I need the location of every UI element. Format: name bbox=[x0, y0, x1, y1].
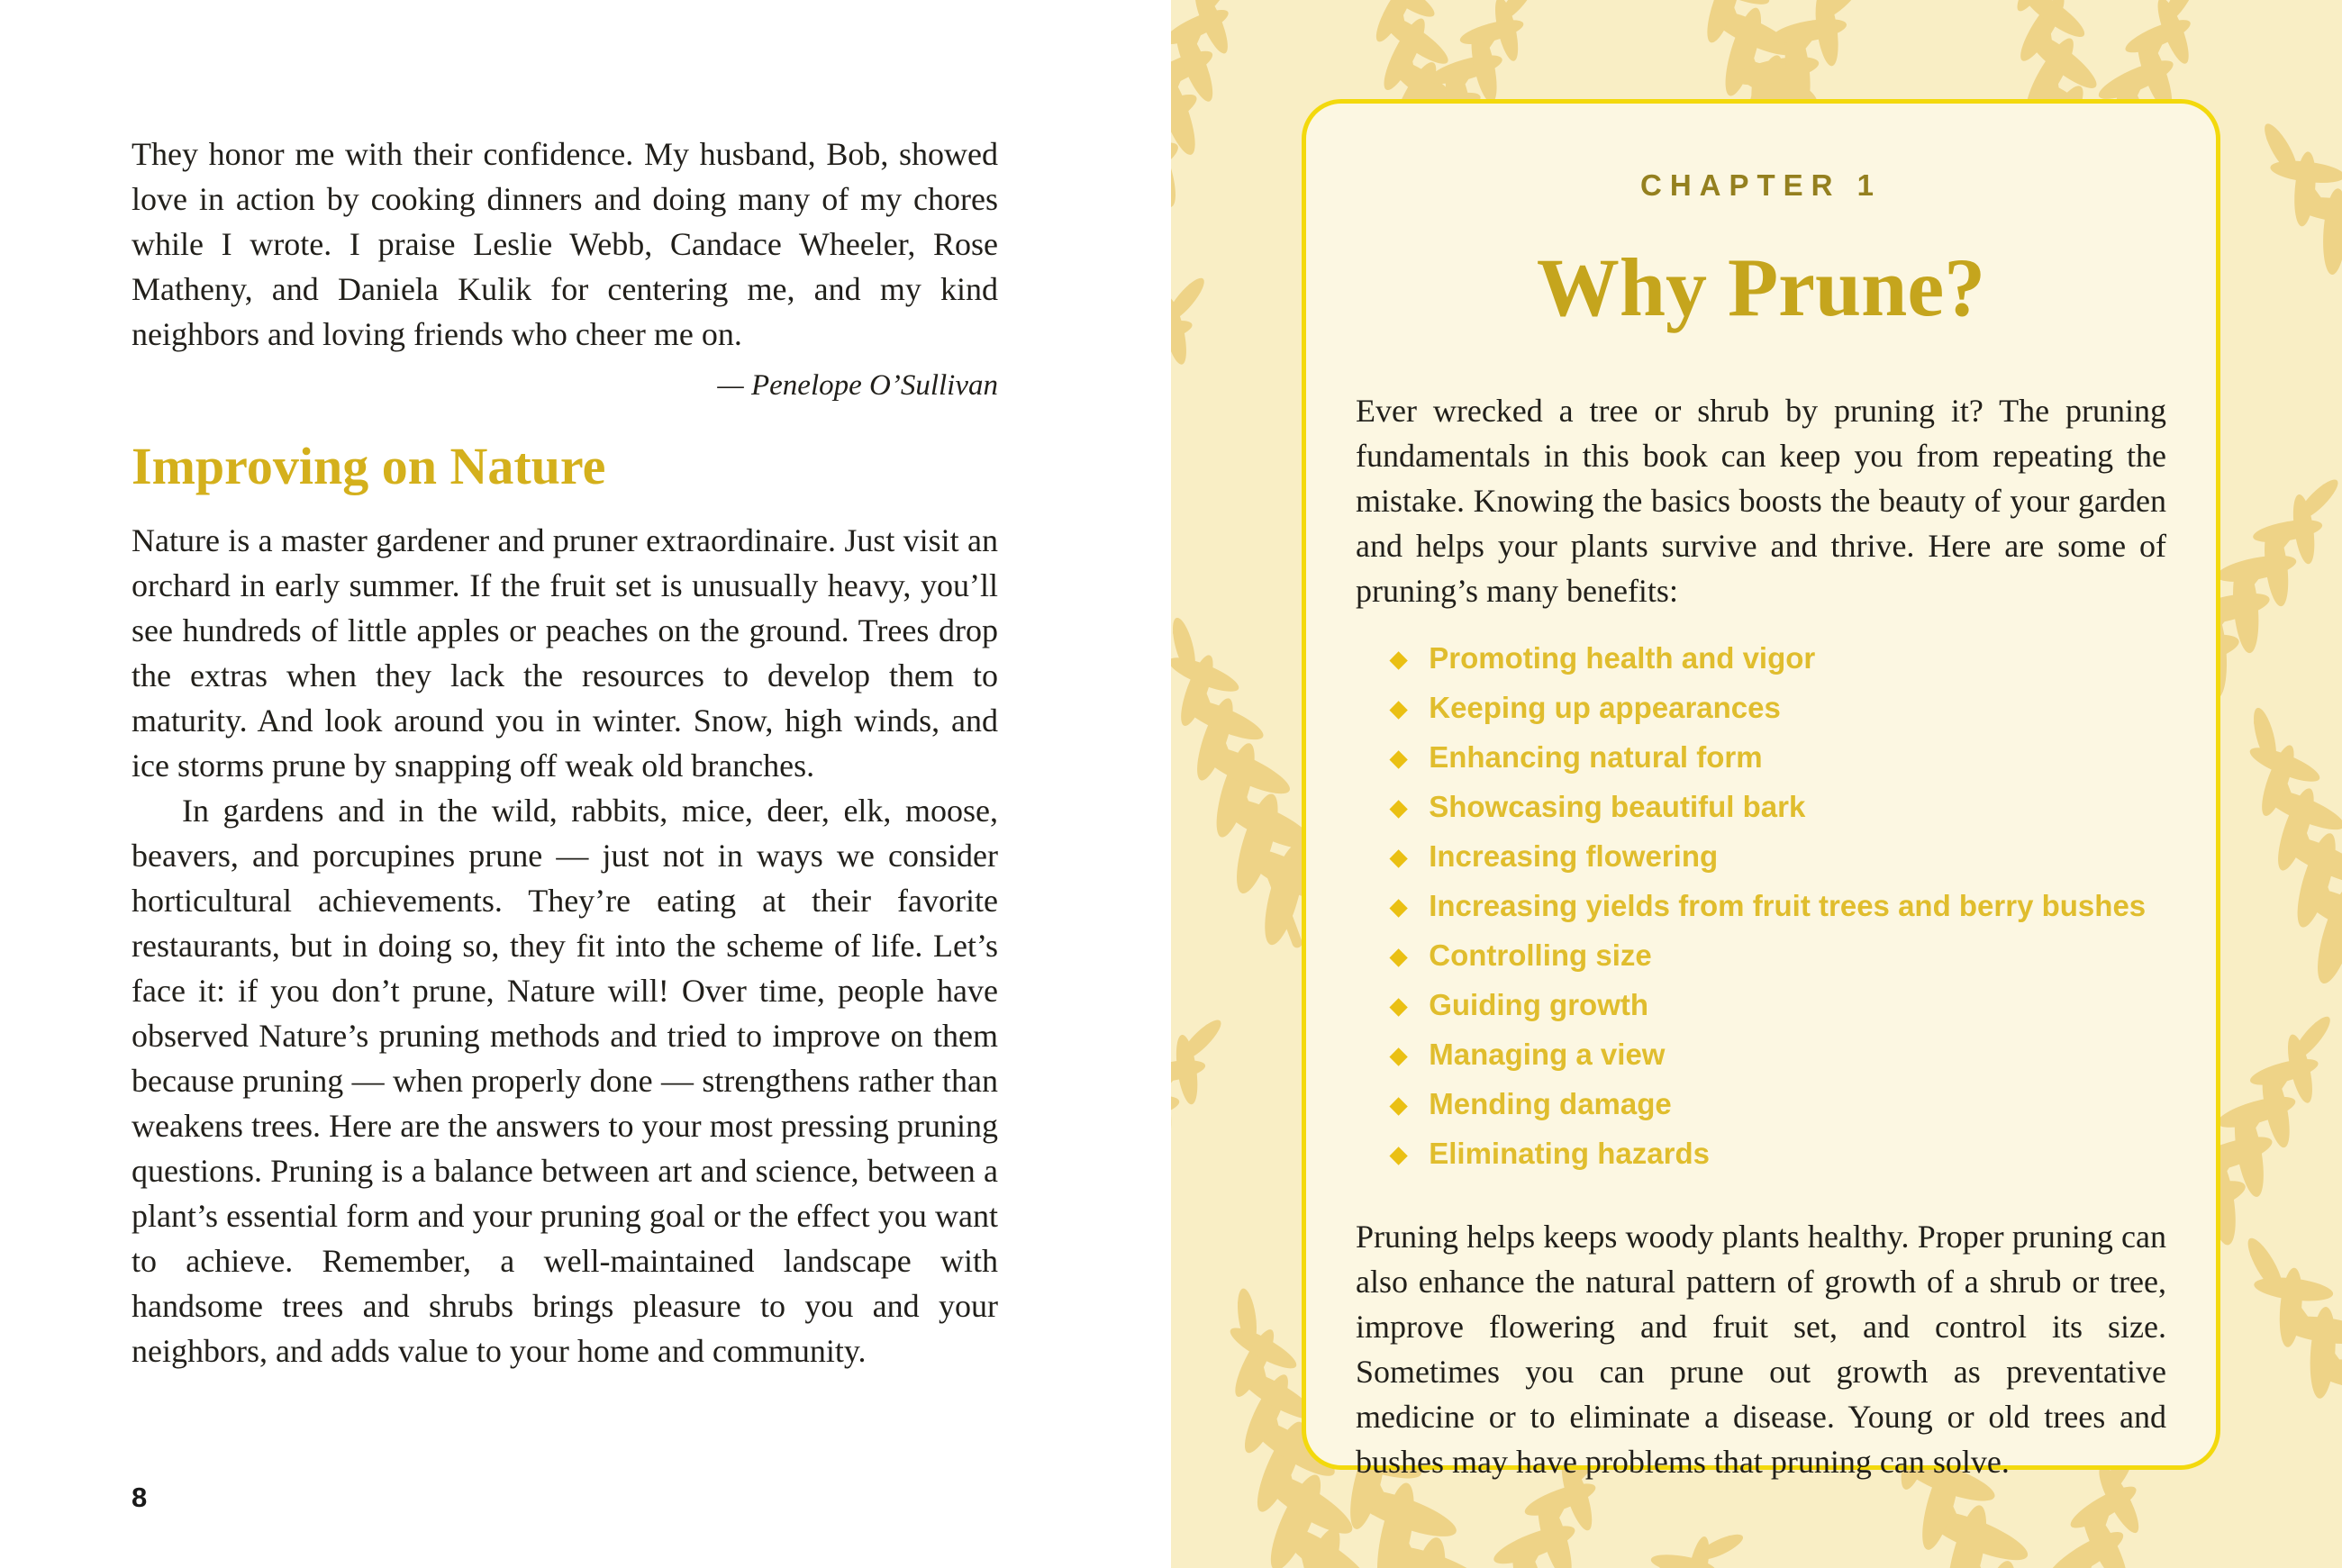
benefit-label: Guiding growth bbox=[1429, 988, 1649, 1021]
diamond-bullet-icon: ◆ bbox=[1390, 944, 1408, 969]
diamond-bullet-icon: ◆ bbox=[1390, 1043, 1408, 1068]
benefit-label: Managing a view bbox=[1429, 1038, 1666, 1071]
benefit-label: Increasing yields from fruit trees and berry bushes bbox=[1429, 889, 2147, 922]
benefit-label: Showcasing beautiful bark bbox=[1429, 790, 1806, 823]
section-heading: Improving on Nature bbox=[132, 437, 606, 495]
intro-paragraph: Ever wrecked a tree or shrub by pruning it? The pruning fundamentals in this book can keep you from repeating the mistake. Knowing the basics boosts the beauty of your garden and helps your plants survive and thrive. Here are some of pruning’s many benefits: bbox=[1356, 393, 2166, 609]
benefit-label: Eliminating hazards bbox=[1429, 1137, 1710, 1170]
diamond-bullet-icon: ◆ bbox=[1390, 795, 1408, 820]
benefit-label: Mending damage bbox=[1429, 1087, 1672, 1120]
chapter-label: CHAPTER 1 bbox=[1639, 168, 1883, 202]
diamond-bullet-icon: ◆ bbox=[1390, 845, 1408, 870]
diamond-bullet-icon: ◆ bbox=[1390, 894, 1408, 920]
chapter-title: Why Prune? bbox=[1536, 241, 1986, 333]
benefit-label: Increasing flowering bbox=[1429, 839, 1719, 873]
body-paragraph-2: In gardens and in the wild, rabbits, mice, deer, elk, moose, beavers, and porcupines prune — just not in ways we consider horticultural achievements. They’re eating at their favorite restaurants, but in doing so, they fit into the scheme of life. Let’s face it: if you don’t prune, Nature will! Over time, people have observed Nature’s pruning methods and tried to improve on them because pruning — when properly done — strengthens rather than weakens trees. Here are the answers to your most pressing pruning questions. Pruning is a balance between art and science, between a plant’s essential form and your pruning goal or the effect you want to achieve. Remember, a well-maintained landscape with handsome trees and shrubs brings pleasure to you and your neighbors, and adds value to your home and community. bbox=[132, 793, 998, 1369]
acknowledgment-paragraph: They honor me with their confidence. My husband, Bob, showed love in action by cooking dinners and doing many of my chores while I wrote. I praise Leslie Webb, Candace Wheeler, Rose Matheny, and Daniela Kulik for centering me, and my kind neighbors and loving friends who cheer me on. bbox=[132, 136, 998, 352]
attribution: — Penelope O’Sullivan bbox=[717, 369, 998, 402]
benefit-item bbox=[1356, 1031, 2166, 1081]
diamond-bullet-icon: ◆ bbox=[1390, 746, 1408, 771]
benefit-label: Promoting health and vigor bbox=[1429, 641, 1816, 675]
diamond-bullet-icon: ◆ bbox=[1390, 647, 1408, 672]
body-paragraph-1: Nature is a master gardener and pruner extraordinaire. Just visit an orchard in early summer. If the fruit set is unusually heavy, you’ll see hundreds of little apples or peaches on the ground. Trees drop the extras when they lack the resources to develop them to maturity. And look around you in winter. Snow, high winds, and ice storms prune by snapping off weak old branches. bbox=[132, 522, 998, 784]
diamond-bullet-icon: ◆ bbox=[1390, 1142, 1408, 1167]
benefits-list bbox=[1356, 635, 2166, 1180]
diamond-bullet-icon: ◆ bbox=[1390, 1092, 1408, 1118]
benefit-item bbox=[1356, 1081, 2166, 1130]
diamond-bullet-icon: ◆ bbox=[1390, 993, 1408, 1019]
benefit-item bbox=[1356, 932, 2166, 982]
benefit-label: Controlling size bbox=[1429, 938, 1652, 972]
benefit-item bbox=[1356, 982, 2166, 1031]
benefit-item bbox=[1356, 1130, 2166, 1180]
benefit-item bbox=[1356, 784, 2166, 833]
page-number: 8 bbox=[132, 1482, 148, 1513]
closing-paragraph: Pruning helps keeps woody plants healthy. Proper pruning can also enhance the natural pattern of growth of a shrub or tree, improve flowering and fruit set, and control its size. Sometimes you can prune out growth as preventative medicine or to eliminate a disease. Young or old trees and bushes may have problems that pruning can solve. bbox=[1356, 1219, 2166, 1480]
benefit-label: Keeping up appearances bbox=[1429, 691, 1781, 724]
diamond-bullet-icon: ◆ bbox=[1390, 696, 1408, 721]
right-page bbox=[1171, 0, 2342, 1568]
benefit-item bbox=[1356, 734, 2166, 784]
benefit-item bbox=[1356, 684, 2166, 734]
chapter-card bbox=[1302, 99, 2220, 1480]
benefit-item bbox=[1356, 883, 2166, 932]
benefit-label: Enhancing natural form bbox=[1429, 740, 1763, 774]
benefit-item bbox=[1356, 833, 2166, 883]
benefit-item bbox=[1356, 635, 2166, 684]
